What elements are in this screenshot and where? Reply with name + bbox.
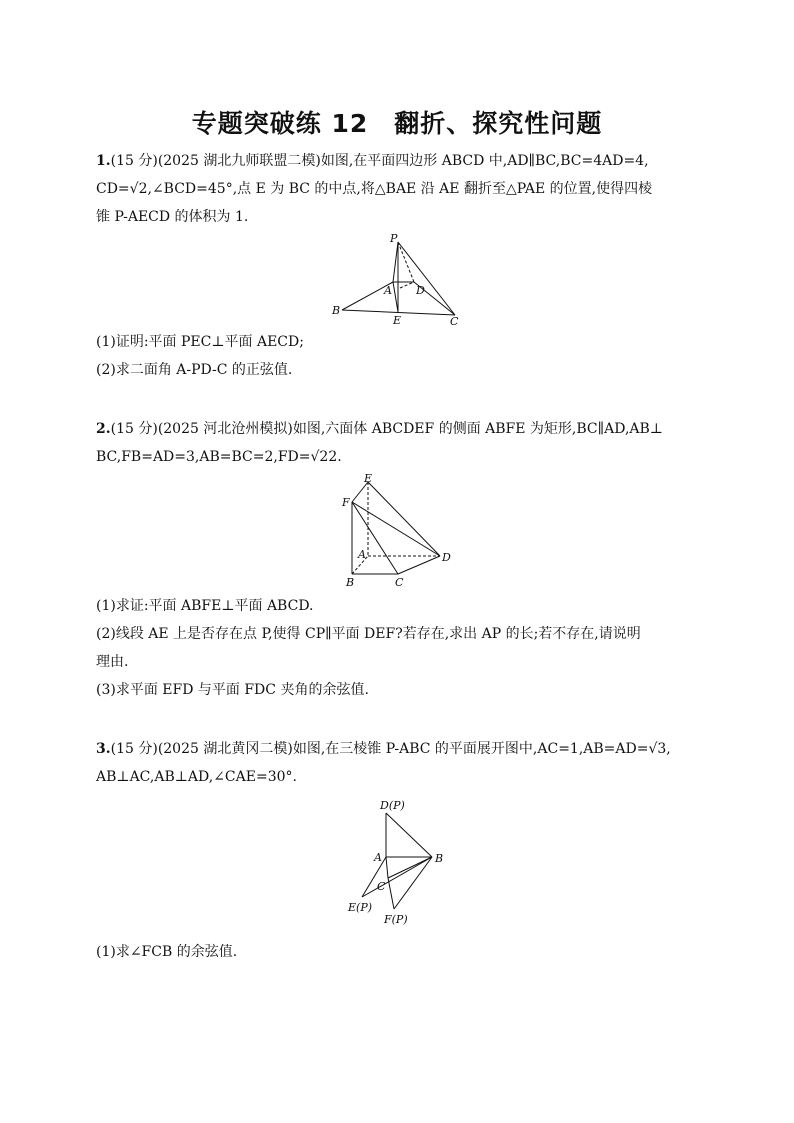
q3-edge-CB [388, 857, 432, 878]
q1-line-3: 锥 P-AECD 的体积为 1. [96, 209, 249, 225]
q2-line-2: BC,FB=AD=3,AB=BC=2,FD=√22. [96, 449, 342, 465]
q1-label-C: C [450, 315, 459, 326]
q3-text-1: (15 分)(2025 湖北黄冈二模)如图,在三棱锥 P-ABC 的平面展开图中,AC=1,AB=AD=√3, [110, 741, 671, 757]
q2-edge-CD [398, 556, 440, 574]
q3-label-B: B [435, 852, 444, 865]
q3-edge-CF [388, 878, 394, 909]
q3-edge-FB [394, 857, 432, 909]
q3-label-E: E(P) [348, 901, 373, 914]
q1-text-1: (15 分)(2025 湖北九师联盟二模)如图,在平面四边形 ABCD 中,AD∥BC,BC=4AD=4, [110, 153, 649, 169]
q1-edge-PD [398, 242, 414, 282]
q1-part-2: (2)求二面角 A-PD-C 的正弦值. [96, 362, 293, 378]
q2-label-B: B [346, 576, 355, 589]
q2-label-D: D [442, 551, 451, 564]
q1-edge-PC [398, 242, 455, 315]
page-title: 专题突破练 12 翻折、探究性问题 [191, 109, 603, 138]
q3-figure [344, 796, 456, 930]
q1-line-1 [96, 152, 649, 170]
q1-label-D: D [416, 284, 425, 297]
q2-label-E: E [364, 472, 373, 485]
q1-label-P: P [390, 232, 398, 245]
q2-label-C: C [395, 576, 404, 589]
q2-line-1 [96, 420, 663, 438]
q3-label-F: F(P) [384, 913, 408, 926]
q1-figure [330, 232, 470, 326]
q1-line-2: CD=√2,∠BCD=45°,点 E 为 BC 的中点,将△BAE 沿 AE 翻折至△PAE 的位置,使得四棱 [96, 181, 653, 197]
q3-edge-AC [386, 857, 388, 878]
q2-number: 2. [96, 421, 111, 437]
q2-text-1: (15 分)(2025 河北沧州模拟)如图,六面体 ABCDEF 的侧面 ABFE 为矩形,BC∥AD,AB⊥ [110, 421, 663, 437]
q2-edge-FC [352, 502, 398, 574]
q1-label-A: A [384, 284, 392, 297]
q2-part-2a: (2)线段 AE 上是否存在点 P,使得 CP∥平面 DEF?若存在,求出 AP 的长;若不存在,请说明 [96, 626, 641, 642]
q3-edge-EB [362, 857, 432, 897]
q2-label-A: A [358, 548, 366, 561]
q2-edge-FE [352, 482, 368, 502]
q3-part-1: (1)求∠FCB 的余弦值. [96, 944, 238, 960]
q3-label-C: C [377, 880, 386, 893]
q1-label-B: B [332, 304, 341, 317]
q1-part-1: (1)证明:平面 PEC⊥平面 AECD; [96, 334, 304, 350]
q2-figure [336, 470, 460, 592]
q3-number: 3. [96, 741, 111, 757]
q1-edge-PA [393, 242, 398, 282]
q3-line-2: AB⊥AC,AB⊥AD,∠CAE=30°. [96, 769, 297, 785]
q1-label-E: E [393, 314, 402, 326]
q2-label-F: F [342, 496, 350, 509]
q3-label-D: D(P) [380, 799, 405, 812]
q3-edge-DB [386, 813, 432, 857]
q3-label-A: A [374, 851, 382, 864]
q2-part-2b: 理由. [96, 654, 129, 670]
q2-part-3: (3)求平面 EFD 与平面 FDC 夹角的余弦值. [96, 682, 369, 698]
q2-part-1: (1)求证:平面 ABFE⊥平面 ABCD. [96, 598, 314, 614]
q1-number: 1. [96, 153, 111, 169]
q1-edge-AE [393, 282, 398, 312]
q3-line-1 [96, 740, 671, 758]
q1-edge-dash [400, 282, 414, 288]
